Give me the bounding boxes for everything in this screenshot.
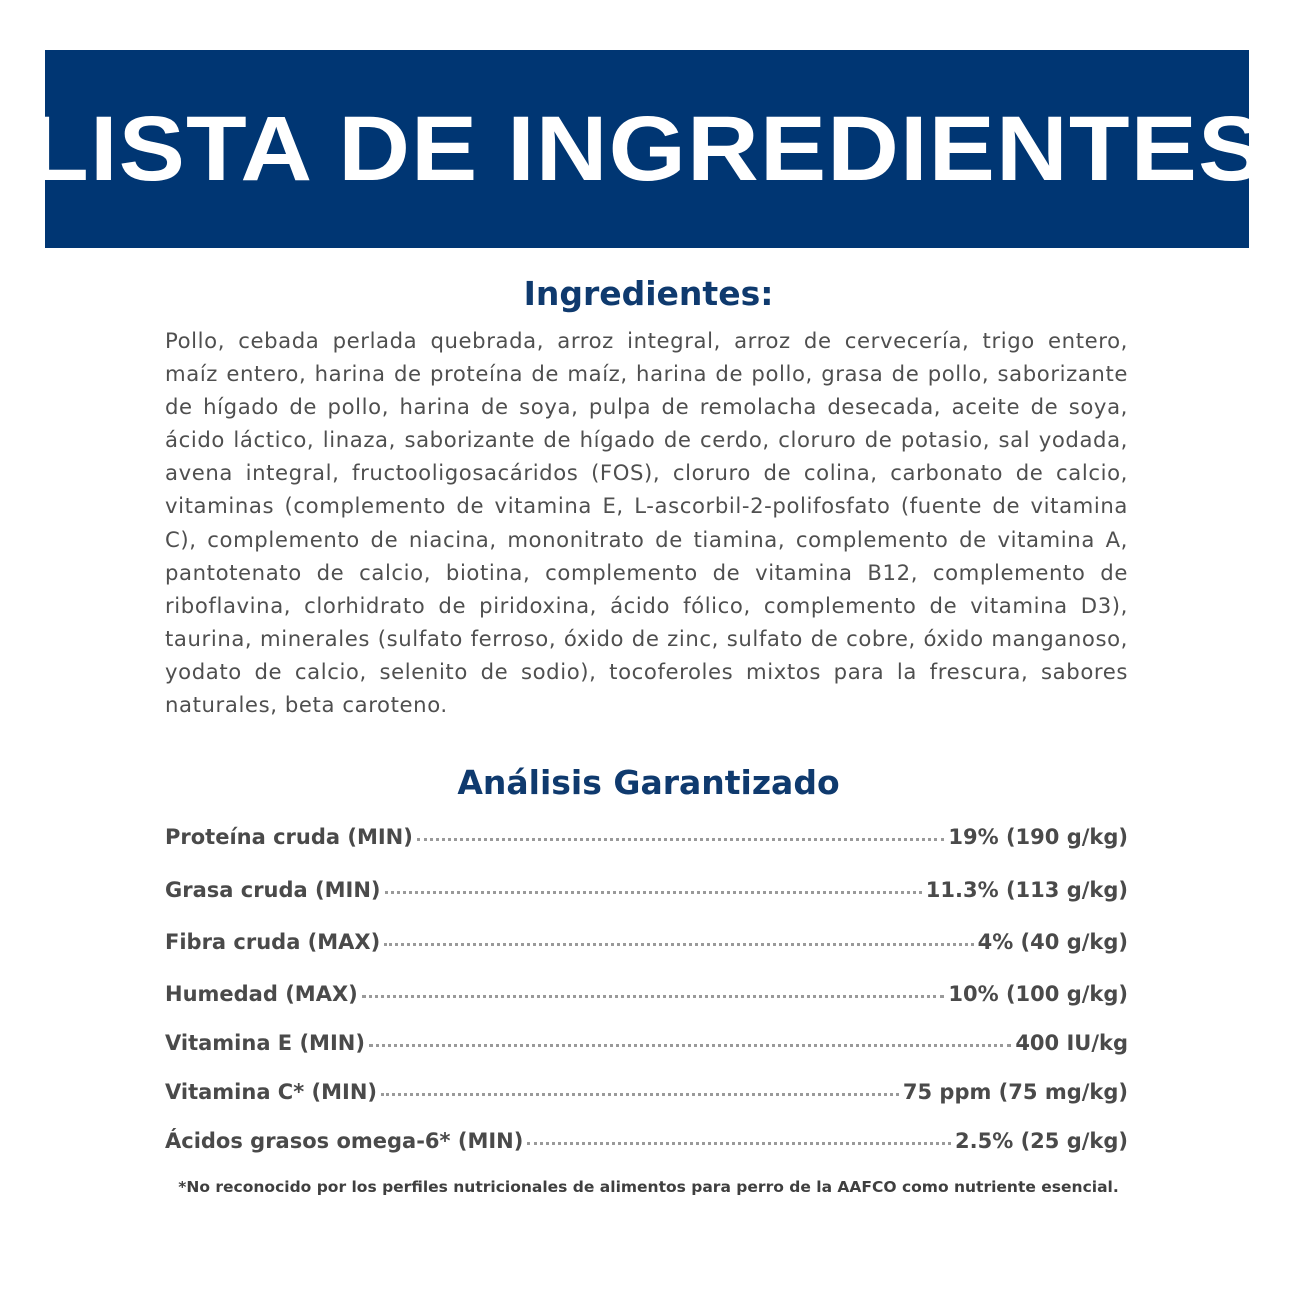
dot-leader (417, 838, 945, 841)
title-banner (28, 50, 1266, 248)
dot-leader (369, 1044, 1011, 1047)
analysis-label: Proteína cruda (MIN) (165, 825, 413, 849)
analysis-row (165, 930, 1128, 960)
analysis-value: 75 ppm (75 mg/kg) (902, 1080, 1128, 1104)
analysis-label: Vitamina E (MIN) (165, 1031, 365, 1055)
analysis-value: 10% (100 g/kg) (948, 982, 1128, 1006)
analysis-label: Humedad (MAX) (165, 982, 358, 1006)
dot-leader (362, 995, 945, 998)
banner-title: LISTA DE INGREDIENTES (28, 98, 1266, 200)
analysis-label: Vitamina C* (MIN) (165, 1080, 377, 1104)
ingredients-heading: Ingredientes: (523, 274, 774, 313)
dot-leader (381, 1093, 899, 1096)
analysis-row (165, 825, 1128, 855)
analysis-value: 4% (40 g/kg) (977, 930, 1128, 954)
analysis-row (165, 878, 1128, 908)
analysis-label: Fibra cruda (MAX) (165, 930, 381, 954)
dot-leader (527, 1142, 951, 1145)
analysis-row (165, 1031, 1128, 1061)
footnote: *No reconocido por los perfiles nutricionales de alimentos para perro de la AAFCO como nutriente esencial. (178, 1178, 1119, 1196)
analysis-row (165, 982, 1128, 1012)
ingredients-text: Pollo, cebada perlada quebrada, arroz integral, arroz de cervecería, trigo entero, maíz entero, harina de proteína de maíz, harina de pollo, grasa de pollo, saborizante de hígado de pollo, harina de soya, pulpa de remolacha desecada, aceite de soya, ácido láctico, linaza, saborizante de hígado de cerdo, cloruro de potasio, sal yodada, avena integral, fructooligosacáridos (FOS), cloruro de colina, carbonato de calcio, vitaminas (complemento de vitamina E, L-ascorbil-2-polifosfato (fuente de vitamina C), complemento de niacina, mononitrato de tiamina, complemento de vitamina A, pantotenato de calcio, biotina, complemento de vitamina B12, complemento de riboflavina, clorhidrato de piridoxina, ácido fólico, complemento de vitamina D3), taurina, minerales (sulfato ferroso, óxido de zinc, sulfato de cobre, óxido manganoso, yodato de calcio, selenito de sodio), tocoferoles mixtos para la frescura, sabores naturales, beta caroteno. (165, 328, 1128, 718)
dot-leader (385, 891, 922, 894)
analysis-row (165, 1129, 1128, 1159)
analysis-value: 11.3% (113 g/kg) (925, 878, 1128, 902)
analysis-value: 400 IU/kg (1015, 1031, 1128, 1055)
analysis-value: 19% (190 g/kg) (948, 825, 1128, 849)
analysis-label: Ácidos grasos omega-6* (MIN) (165, 1129, 524, 1153)
analysis-label: Grasa cruda (MIN) (165, 878, 381, 902)
analysis-value: 2.5% (25 g/kg) (955, 1129, 1128, 1153)
analysis-heading: Análisis Garantizado (457, 763, 840, 802)
dot-leader (384, 943, 973, 946)
analysis-row (165, 1080, 1128, 1110)
